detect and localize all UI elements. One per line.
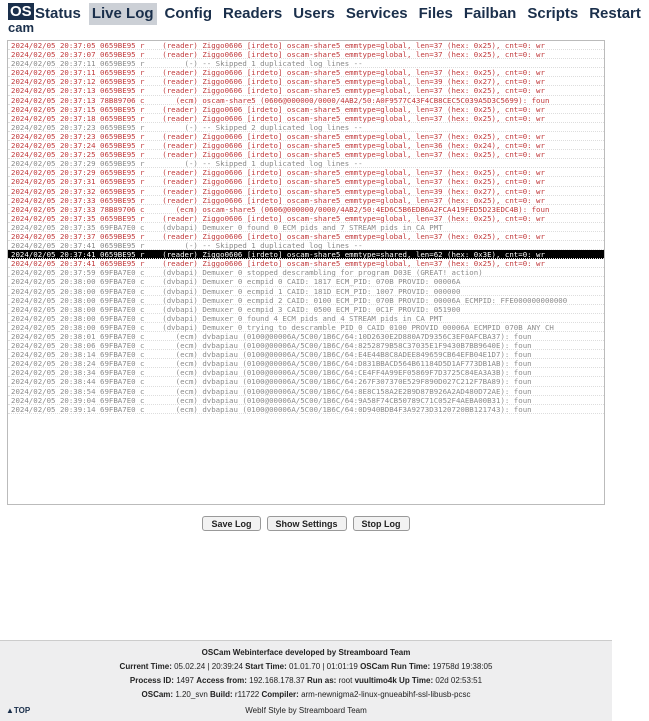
tab-restart[interactable]: Restart [589,5,641,22]
webif-style-credit: WebIf Style by Streamboard Team [245,706,367,715]
log-line: 2024/02/05 20:38:14 69FBA7E0 c (ecm) dvbapiau (0100@00006A/5C00/1B6C/64:E4E44B8C8ADEE849659CB64EFB04E1D7): foun [8,350,604,359]
log-line: 2024/02/05 20:38:00 69FBA7E0 c (dvbapi) Demuxer 0 ecmpid 1 CAID: 181D ECM_PID: 1007 PROVID: 000000 [8,287,604,296]
log-line: 2024/02/05 20:38:00 69FBA7E0 c (dvbapi) Demuxer 0 ecmpid 3 CAID: 0500 ECM_PID: 0C1F PROVID: 051900 [8,305,604,314]
log-line: 2024/02/05 20:37:37 0659BE95 r (reader) Ziggo0606 [irdeto] oscam-share5 emmtype=global, len=37 (hex: 0x25), cnt=0: wr [8,232,604,241]
log-line: 2024/02/05 20:37:05 0659BE95 r (reader) Ziggo0606 [irdeto] oscam-share5 emmtype=global, len=37 (hex: 0x25), cnt=0: wr [8,41,604,50]
footer-title: OSCam Webinterface developed by Streamboard Team [201,648,411,657]
log-line: 2024/02/05 20:37:23 0659BE95 r (reader) Ziggo0606 [irdeto] oscam-share5 emmtype=global, len=37 (hex: 0x25), cnt=0: wr [8,132,604,141]
log-line: 2024/02/05 20:37:07 0659BE95 r (reader) Ziggo0606 [irdeto] oscam-share5 emmtype=global, len=37 (hex: 0x25), cnt=0: wr [8,50,604,59]
current-time-label: Current Time: [119,662,172,671]
log-line: 2024/02/05 20:38:00 69FBA7E0 c (dvbapi) Demuxer 0 ecmpid 2 CAID: 0100 ECM_PID: 070B PROVID: 00006A ECMPID: FFE000000000000 [8,296,604,305]
log-line: 2024/02/05 20:37:15 0659BE95 r (reader) Ziggo0606 [irdeto] oscam-share5 emmtype=global, len=37 (hex: 0x25), cnt=0: wr [8,105,604,114]
start-time-label: Start Time: [245,662,287,671]
tab-status[interactable]: Status [35,5,81,22]
log-line: 2024/02/05 20:37:32 0659BE95 r (reader) Ziggo0606 [irdeto] oscam-share5 emmtype=global, len=39 (hex: 0x27), cnt=0: wr [8,187,604,196]
access-from: 192.168.178.37 [249,676,305,685]
compiler: arm-newnigma2-linux-gnueabihf-ssl-libusb-pcsc [301,690,471,699]
tab-live-log[interactable]: Live Log [89,3,157,25]
log-line: 2024/02/05 20:37:41 0659BE95 r (reader) Ziggo0606 [irdeto] oscam-share5 emmtype=shared, len=62 (hex: 0x3E), cnt=0: wr [8,250,604,259]
run-as: root [338,676,353,685]
log-line: 2024/02/05 20:37:11 0659BE95 r (-) -- Skipped 1 duplicated log lines -- [8,59,604,68]
start-time: 01.01.70 | 01:01:19 [289,662,358,671]
log-line: 2024/02/05 20:38:01 69FBA7E0 c (ecm) dvbapiau (0100@00006A/5C00/1B6C/64:10D2630E2D880A7D9356C3EF0AFCBA37): foun [8,332,604,341]
log-line: 2024/02/05 20:37:33 78B89706 c (ecm) oscam-share5 (0606@000000/0000/4AB2/50:4ED6C5B6EDB6A2FCA419FED5D23EDC4B): foun [8,205,604,214]
tab-readers[interactable]: Readers [223,5,283,22]
log-line: 2024/02/05 20:37:18 0659BE95 r (reader) Ziggo0606 [irdeto] oscam-share5 emmtype=global, len=37 (hex: 0x25), cnt=0: wr [8,114,604,123]
footer-times [0,662,612,671]
tab-scripts[interactable]: Scripts [527,5,579,22]
header [0,0,641,36]
tab-config[interactable]: Config [164,5,212,22]
build-label: Build: [210,690,233,699]
log-line: 2024/02/05 20:37:41 0659BE95 r (reader) Ziggo0606 [irdeto] oscam-share5 emmtype=global, len=37 (hex: 0x25), cnt=0: wr [8,259,604,268]
show-settings-button[interactable]: Show Settings [267,516,347,531]
oscam-logo[interactable] [8,3,35,35]
log-line: 2024/02/05 20:37:29 0659BE95 r (-) -- Skipped 1 duplicated log lines -- [8,159,604,168]
log-line: 2024/02/05 20:38:00 69FBA7E0 c (dvbapi) Demuxer 0 found 4 ECM pids and 4 STREAM pids in CA PMT [8,314,604,323]
log-line: 2024/02/05 20:38:24 69FBA7E0 c (ecm) dvbapiau (0100@00006A/5C00/1B6C/64:D831BBACD564B61184D5D1AF773DB1AB): foun [8,359,604,368]
process-id-label: Process ID: [129,676,174,685]
log-line: 2024/02/05 20:37:12 0659BE95 r (reader) Ziggo0606 [irdeto] oscam-share5 emmtype=global, len=39 (hex: 0x27), cnt=0: wr [8,77,604,86]
log-line: 2024/02/05 20:37:59 69FBA7E0 c (dvbapi) Demuxer 0 stopped descrambling for program D03E (GREAT! action) [8,268,604,277]
build: r11722 [234,690,260,699]
footer-process [0,676,612,685]
access-from-label: Access from: [196,676,247,685]
log-line: 2024/02/05 20:37:23 0659BE95 r (-) -- Skipped 2 duplicated log lines -- [8,123,604,132]
log-line: 2024/02/05 20:38:00 69FBA7E0 c (dvbapi) Demuxer 0 ecmpid 0 CAID: 1817 ECM_PID: 070B PROVID: 00006A [8,277,604,286]
main-nav [32,3,649,25]
logo-cam: cam [8,20,35,35]
log-line: 2024/02/05 20:38:34 69FBA7E0 c (ecm) dvbapiau (0100@00006A/5C00/1B6C/64:CE4FF4A99EF05869F7D3725C84EA3A3B): foun [8,368,604,377]
compiler-label: Compiler: [261,690,299,699]
top-link[interactable]: ▲TOP [6,706,31,715]
log-buttons [0,516,612,531]
stop-log-button[interactable]: Stop Log [353,516,410,531]
run-time: 19758d 19:38:05 [432,662,493,671]
log-line: 2024/02/05 20:39:04 69FBA7E0 c (ecm) dvbapiau (0100@00006A/5C00/1B6C/64:9A58F74CB50789C71C052F4AEBA00B31): foun [8,396,604,405]
log-line: 2024/02/05 20:37:25 0659BE95 r (reader) Ziggo0606 [irdeto] oscam-share5 emmtype=global, len=37 (hex: 0x25), cnt=0: wr [8,150,604,159]
logo-os: OS [10,3,32,20]
log-line: 2024/02/05 20:37:35 69FBA7E0 c (dvbapi) Demuxer 0 found 0 ECM pids and 7 STREAM pids in CA PMT [8,223,604,232]
log-line: 2024/02/05 20:37:11 0659BE95 r (reader) Ziggo0606 [irdeto] oscam-share5 emmtype=global, len=37 (hex: 0x25), cnt=0: wr [8,68,604,77]
log-line: 2024/02/05 20:37:41 0659BE95 r (-) -- Skipped 1 duplicated log lines -- [8,241,604,250]
current-time: 05.02.24 | 20:39:24 [174,662,243,671]
log-line: 2024/02/05 20:37:35 0659BE95 r (reader) Ziggo0606 [irdeto] oscam-share5 emmtype=global, len=37 (hex: 0x25), cnt=0: wr [8,214,604,223]
run-as-label: Run as: [306,676,337,685]
log-line: 2024/02/05 20:38:06 69FBA7E0 c (ecm) dvbapiau (0100@00006A/5C00/1B6C/64:8252879B58C37035E1F9430B7BB9640E): foun [8,341,604,350]
log-line: 2024/02/05 20:38:44 69FBA7E0 c (ecm) dvbapiau (0100@00006A/5C00/1B6C/64:267F307370E529F890D027C212F7BA89): foun [8,377,604,386]
process-id: 1497 [176,676,194,685]
log-line: 2024/02/05 20:37:29 0659BE95 r (reader) Ziggo0606 [irdeto] oscam-share5 emmtype=global, len=37 (hex: 0x25), cnt=0: wr [8,168,604,177]
run-time-label: OSCam Run Time: [360,662,431,671]
up-time: 02d 02:53:51 [435,676,483,685]
tab-files[interactable]: Files [418,5,453,22]
live-log-panel[interactable] [7,40,605,505]
oscam-version: 1.20_svn [175,690,208,699]
tab-services[interactable]: Services [345,5,408,22]
log-line: 2024/02/05 20:39:14 69FBA7E0 c (ecm) dvbapiau (0100@00006A/5C00/1B6C/64:0D940BDB4F3A9273D3120720BB121743): foun [8,405,604,414]
tab-failban[interactable]: Failban [463,5,517,22]
log-line: 2024/02/05 20:37:13 78B89706 c (ecm) oscam-share5 (0606@000000/0000/4AB2/50:A0F9577C43F4CB8CEC5C039A5D3C5699): foun [8,96,604,105]
log-line: 2024/02/05 20:37:31 0659BE95 r (reader) Ziggo0606 [irdeto] oscam-share5 emmtype=global, len=37 (hex: 0x25), cnt=0: wr [8,177,604,186]
log-line: 2024/02/05 20:38:54 69FBA7E0 c (ecm) dvbapiau (0100@00006A/5C00/1B6C/64:8E8C158A2E2B9D87B926A2AD480D72AE): foun [8,387,604,396]
oscam-version-label: OSCam: [141,690,174,699]
log-line: 2024/02/05 20:37:24 0659BE95 r (reader) Ziggo0606 [irdeto] oscam-share5 emmtype=global, len=36 (hex: 0x24), cnt=0: wr [8,141,604,150]
log-line: 2024/02/05 20:38:00 69FBA7E0 c (dvbapi) Demuxer 0 trying to descramble PID 0 CAID 0100 PROVID 00006A ECMPID 070B ANY CH [8,323,604,332]
up-time-label: vuultimo4k Up Time: [354,676,434,685]
log-line: 2024/02/05 20:37:13 0659BE95 r (reader) Ziggo0606 [irdeto] oscam-share5 emmtype=global, len=37 (hex: 0x25), cnt=0: wr [8,86,604,95]
save-log-button[interactable]: Save Log [202,516,260,531]
log-line: 2024/02/05 20:37:33 0659BE95 r (reader) Ziggo0606 [irdeto] oscam-share5 emmtype=global, len=37 (hex: 0x25), cnt=0: wr [8,196,604,205]
tab-users[interactable]: Users [293,5,335,22]
footer-build [0,690,612,699]
